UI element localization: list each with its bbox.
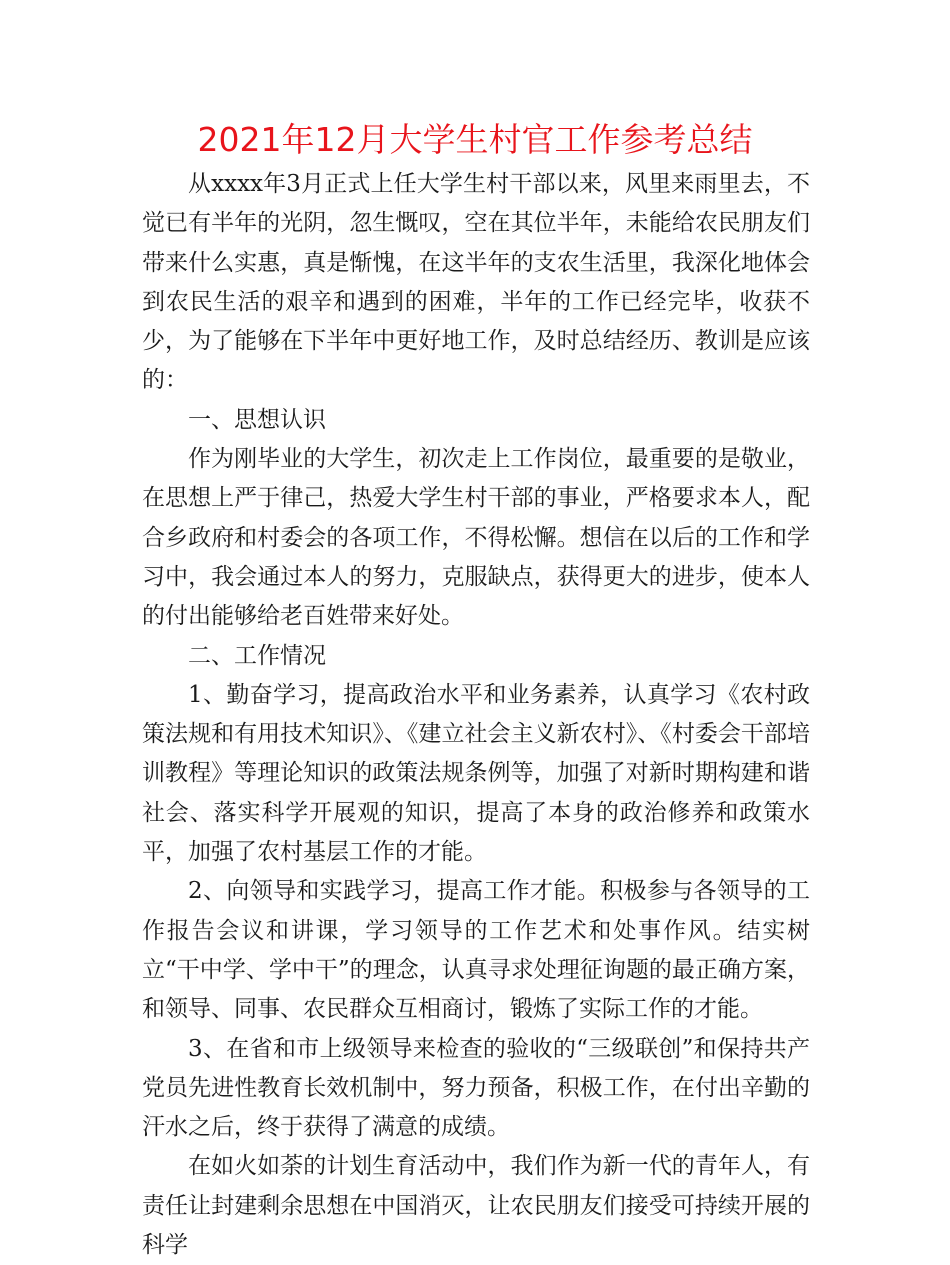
document-body [142,165,810,1265]
paragraph-work-2: 2、向领导和实践学习，提高工作才能。积极参与各领导的工作报告会议和讲课，学习领导的工作艺术和处事作风。结实树立“干中学、学中干”的理念，认真寻求处理征询题的最正确方案，和领导、同事、农民群众互相商讨，锻炼了实际工作的才能。 [142,878,810,1023]
paragraph-work-3: 3、在省和市上级领导来检查的验收的“三级联创”和保持共产党员先进性教育长效机制中，努力预备，积极工作，在付出辛勤的汗水之后，终于获得了满意的成绩。 [142,1035,810,1141]
paragraph-intro: 从xxxx年3月正式上任大学生村干部以来，风里来雨里去，不觉已有半年的光阴，忽生慨叹，空在其位半年，未能给农民朋友们带来什么实惠，真是惭愧，在这半年的支农生活里，我深化地体会到农民生活的艰辛和遇到的困难，半年的工作已经完毕，收获不少，为了能够在下半年中更好地工作，及时总结经历、教训是应该的： [142,171,810,394]
heading-thinking: 一、思想认识 [188,406,326,433]
document-title: 2021年12月大学生村官工作参考总结 [197,120,753,159]
paragraph-work-1: 1、勤奋学习，提高政治水平和业务素养，认真学习《农村政策法规和有用技术知识》、《建立社会主义新农村》、《村委会干部培训教程》等理论知识的政策法规条例等，加强了对新时期构建和谐社会、落实科学开展观的知识，提高了本身的政治修养和政策水平，加强了农村基层工作的才能。 [142,681,810,866]
paragraph-thinking: 作为刚毕业的大学生，初次走上工作岗位，最重要的是敬业，在思想上严于律己，热爱大学生村干部的事业，严格要求本人，配合乡政府和村委会的各项工作，不得松懈。想信在以后的工作和学习中，我会通过本人的努力，克服缺点，获得更大的进步，使本人的付出能够给老百姓带来好处。 [142,446,810,630]
heading-work: 二、工作情况 [188,642,326,669]
paragraph-family-planning: 在如火如荼的计划生育活动中，我们作为新一代的青年人，有责任让封建剩余思想在中国消灭，让农民朋友们接受可持续开展的科学 [142,1153,810,1259]
